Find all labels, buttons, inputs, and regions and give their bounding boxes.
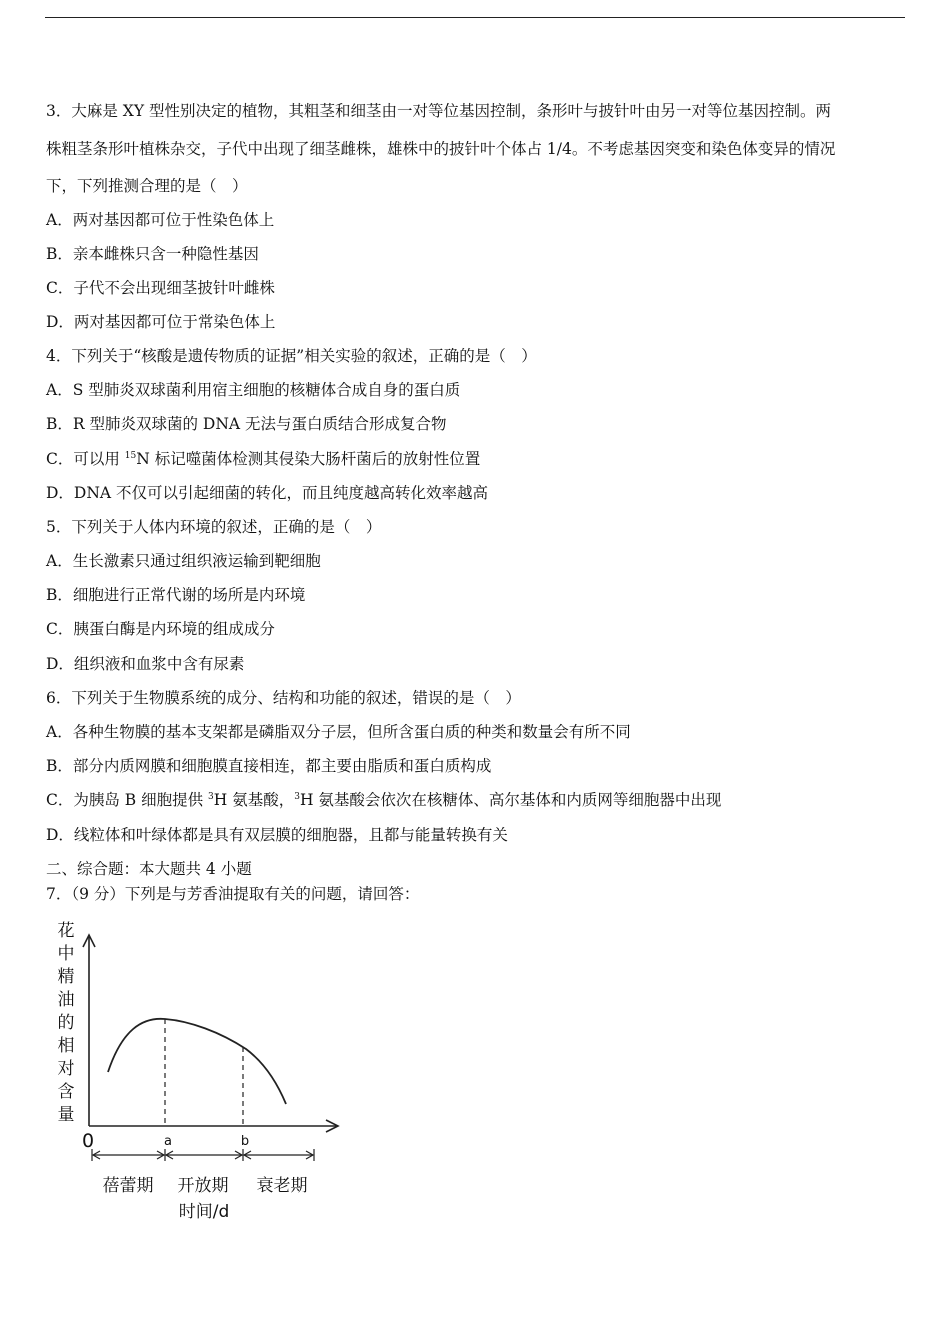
q4-option-c-prefix: C．可以用: [46, 450, 125, 468]
q5-stem: 5．下列关于人体内环境的叙述，正确的是（ ）: [46, 518, 382, 536]
q6-option-c-part2: H 氨基酸，: [213, 791, 295, 809]
q3-stem-line1: 3．大麻是 XY 型性别决定的植物，其粗茎和细茎由一对等位基因控制，条形叶与披针叶由另一对等位基因控制。两: [46, 102, 831, 120]
y-axis-label: [58, 921, 75, 1125]
q7-stem: 7．（9 分）下列是与芳香油提取有关的问题，请回答：: [46, 885, 420, 903]
period-bloom-label: 开放期: [177, 1176, 229, 1196]
q4-option-c-suffix: N 标记噬菌体检测其侵染大肠杆菌后的放射性位置: [136, 450, 481, 468]
y-label-char: 油: [57, 990, 75, 1010]
q6-option-d: D．线粒体和叶绿体都是具有双层膜的细胞器，且都与能量转换有关: [46, 826, 508, 844]
tick-b-label: b: [240, 1134, 250, 1149]
q6-option-c-isotope2: 3: [294, 791, 300, 802]
origin-label: 0: [81, 1130, 95, 1152]
section-heading: 二、综合题：本大题共 4 小题: [46, 860, 252, 878]
q4-option-b: B．R 型肺炎双球菌的 DNA 无法与蛋白质结合形成复合物: [46, 415, 447, 433]
q4-option-a: A．S 型肺炎双球菌利用宿主细胞的核糖体合成自身的蛋白质: [46, 381, 461, 399]
q4-option-c: [46, 449, 480, 469]
q6-option-c: [46, 790, 721, 810]
q3-stem-line3: 下，下列推测合理的是（ ）: [46, 177, 248, 195]
oil-content-curve: [108, 1019, 286, 1104]
q3-option-d: D．两对基因都可位于常染色体上: [46, 313, 276, 331]
y-label-char: 的: [57, 1013, 75, 1033]
q5-option-a: A．生长激素只通过组织液运输到靶细胞: [46, 552, 321, 570]
q3-option-a: A．两对基因都可位于性染色体上: [46, 211, 275, 229]
x-axis-label: 时间/d: [178, 1202, 230, 1222]
q5-option-b: B．细胞进行正常代谢的场所是内环境: [46, 586, 306, 604]
q6-stem: 6．下列关于生物膜系统的成分、结构和功能的叙述，错误的是（ ）: [46, 689, 521, 707]
y-label-char: 含: [57, 1082, 75, 1102]
q6-option-c-isotope1: 3: [208, 791, 214, 802]
q3-option-b: B．亲本雌株只含一种隐性基因: [46, 245, 259, 263]
q5-option-c: C．胰蛋白酶是内环境的组成成分: [46, 620, 275, 638]
y-label-char: 相: [57, 1036, 75, 1056]
essential-oil-figure: [40, 915, 360, 1225]
q3-stem-line2: 株粗茎条形叶植株杂交，子代中出现了细茎雌株，雄株中的披针叶个体占 1/4。不考虑基因突变和染色体变异的情况: [46, 140, 836, 158]
q6-option-a: A．各种生物膜的基本支架都是磷脂双分子层，但所含蛋白质的种类和数量会有所不同: [46, 723, 631, 741]
q6-option-b: B．部分内质网膜和细胞膜直接相连，都主要由脂质和蛋白质构成: [46, 757, 492, 775]
q6-option-c-part1: C．为胰岛 B 细胞提供: [46, 791, 209, 809]
y-label-char: 对: [57, 1059, 75, 1079]
q4-stem: 4．下列关于“核酸是遗传物质的证据”相关实验的叙述，正确的是（ ）: [46, 347, 537, 365]
y-label-char: 精: [57, 967, 75, 987]
period-bud-label: 蓓蕾期: [102, 1176, 154, 1196]
tick-a-label: a: [164, 1134, 172, 1149]
y-label-char: 花: [57, 921, 75, 941]
figure-svg: [40, 915, 360, 1225]
q4-option-c-isotope: 15: [124, 450, 137, 461]
q6-option-c-part3: H 氨基酸会依次在核糖体、高尔基体和内质网等细胞器中出现: [299, 791, 722, 809]
period-senescence-label: 衰老期: [256, 1176, 308, 1196]
q3-option-c: C．子代不会出现细茎披针叶雌株: [46, 279, 275, 297]
header-rule: [45, 17, 905, 18]
period-arrows: [92, 1149, 314, 1161]
q4-option-d: D．DNA 不仅可以引起细菌的转化，而且纯度越高转化效率越高: [46, 484, 489, 502]
q5-option-d: D．组织液和血浆中含有尿素: [46, 655, 245, 673]
y-label-char: 中: [57, 944, 75, 964]
y-label-char: 量: [57, 1105, 75, 1125]
